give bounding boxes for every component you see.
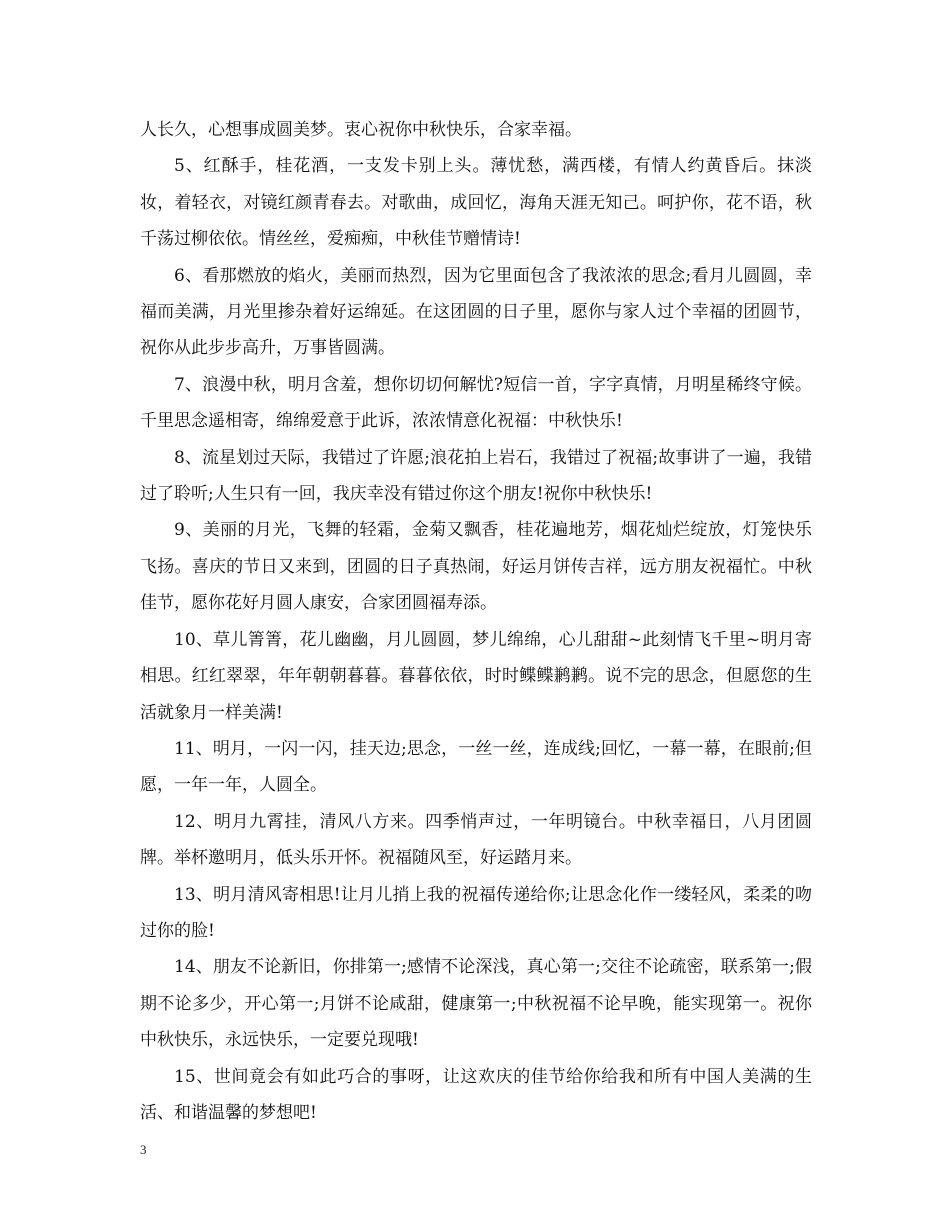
paragraph-11: 11、明月，一闪一闪，挂天边;思念，一丝一丝，连成线;回忆，一幕一幕，在眼前;但愿，一年一年，人圆全。 xyxy=(140,738,812,796)
document-body xyxy=(140,112,812,1131)
paragraph-7: 7、浪漫中秋，明月含羞，想你切切何解忧?短信一首，字字真情，月明星稀终守候。千里思念遥相寄，绵绵爱意于此诉，浓浓情意化祝福：中秋快乐! xyxy=(140,374,812,432)
paragraph-6: 6、看那燃放的焰火，美丽而热烈，因为它里面包含了我浓浓的思念;看月儿圆圆，幸福而美满，月光里掺杂着好运绵延。在这团圆的日子里，愿你与家人过个幸福的团圆节，祝你从此步步高升，万事皆圆满。 xyxy=(140,265,812,359)
paragraph-13: 13、明月清风寄相思!让月儿捎上我的祝福传递给你;让思念化作一缕轻风，柔柔的吻过你的脸! xyxy=(140,884,812,941)
page-number: 3 xyxy=(140,1142,147,1157)
paragraph-12: 12、明月九霄挂，清风八方来。四季悄声过，一年明镜台。中秋幸福日，八月团圆牌。举杯邀明月，低头乐开怀。祝福随风至，好运踏月来。 xyxy=(140,811,812,869)
paragraph-15: 15、世间竟会有如此巧合的事呀，让这欢庆的佳节给你给我和所有中国人美满的生活、和谐温馨的梦想吧! xyxy=(140,1066,812,1123)
paragraph-10: 10、草儿箐箐，花儿幽幽，月儿圆圆，梦儿绵绵，心儿甜甜~此刻情飞千里~明月寄相思。红红翠翠，年年朝朝暮暮。暮暮依依，时时鲽鲽鹣鹣。说不完的思念，但愿您的生活就象月一样美满! xyxy=(140,629,812,723)
paragraph-8: 8、流星划过天际，我错过了许愿;浪花拍上岩石，我错过了祝福;故事讲了一遍，我错过了聆听;人生只有一回，我庆幸没有错过你这个朋友!祝你中秋快乐! xyxy=(140,447,812,505)
paragraph-14: 14、朋友不论新旧，你排第一;感情不论深浅，真心第一;交往不论疏密，联系第一;假期不论多少，开心第一;月饼不论咸甜，健康第一;中秋祝福不论早晚，能实现第一。祝你中秋快乐，永远快乐，一定要兑现哦! xyxy=(140,957,812,1051)
paragraph-continuation: 人长久，心想事成圆美梦。衷心祝你中秋快乐，合家幸福。 xyxy=(140,120,582,140)
paragraph-5: 5、红酥手，桂花酒，一支发卡别上头。薄忧愁，满西楼，有情人约黄昏后。抹淡妆，着轻衣，对镜红颜青春去。对歌曲，成回忆，海角天涯无知己。呵护你，花不语，秋千荡过柳依依。情丝丝，爱痴痴，中秋佳节赠情诗! xyxy=(140,156,812,250)
paragraph-9: 9、美丽的月光，飞舞的轻霜，金菊又飘香，桂花遍地芳，烟花灿烂绽放，灯笼快乐飞扬。喜庆的节日又来到，团圆的日子真热闹，好运月饼传吉祥，远方朋友祝福忙。中秋佳节，愿你花好月圆人康安，合家团圆福寿添。 xyxy=(140,520,812,614)
